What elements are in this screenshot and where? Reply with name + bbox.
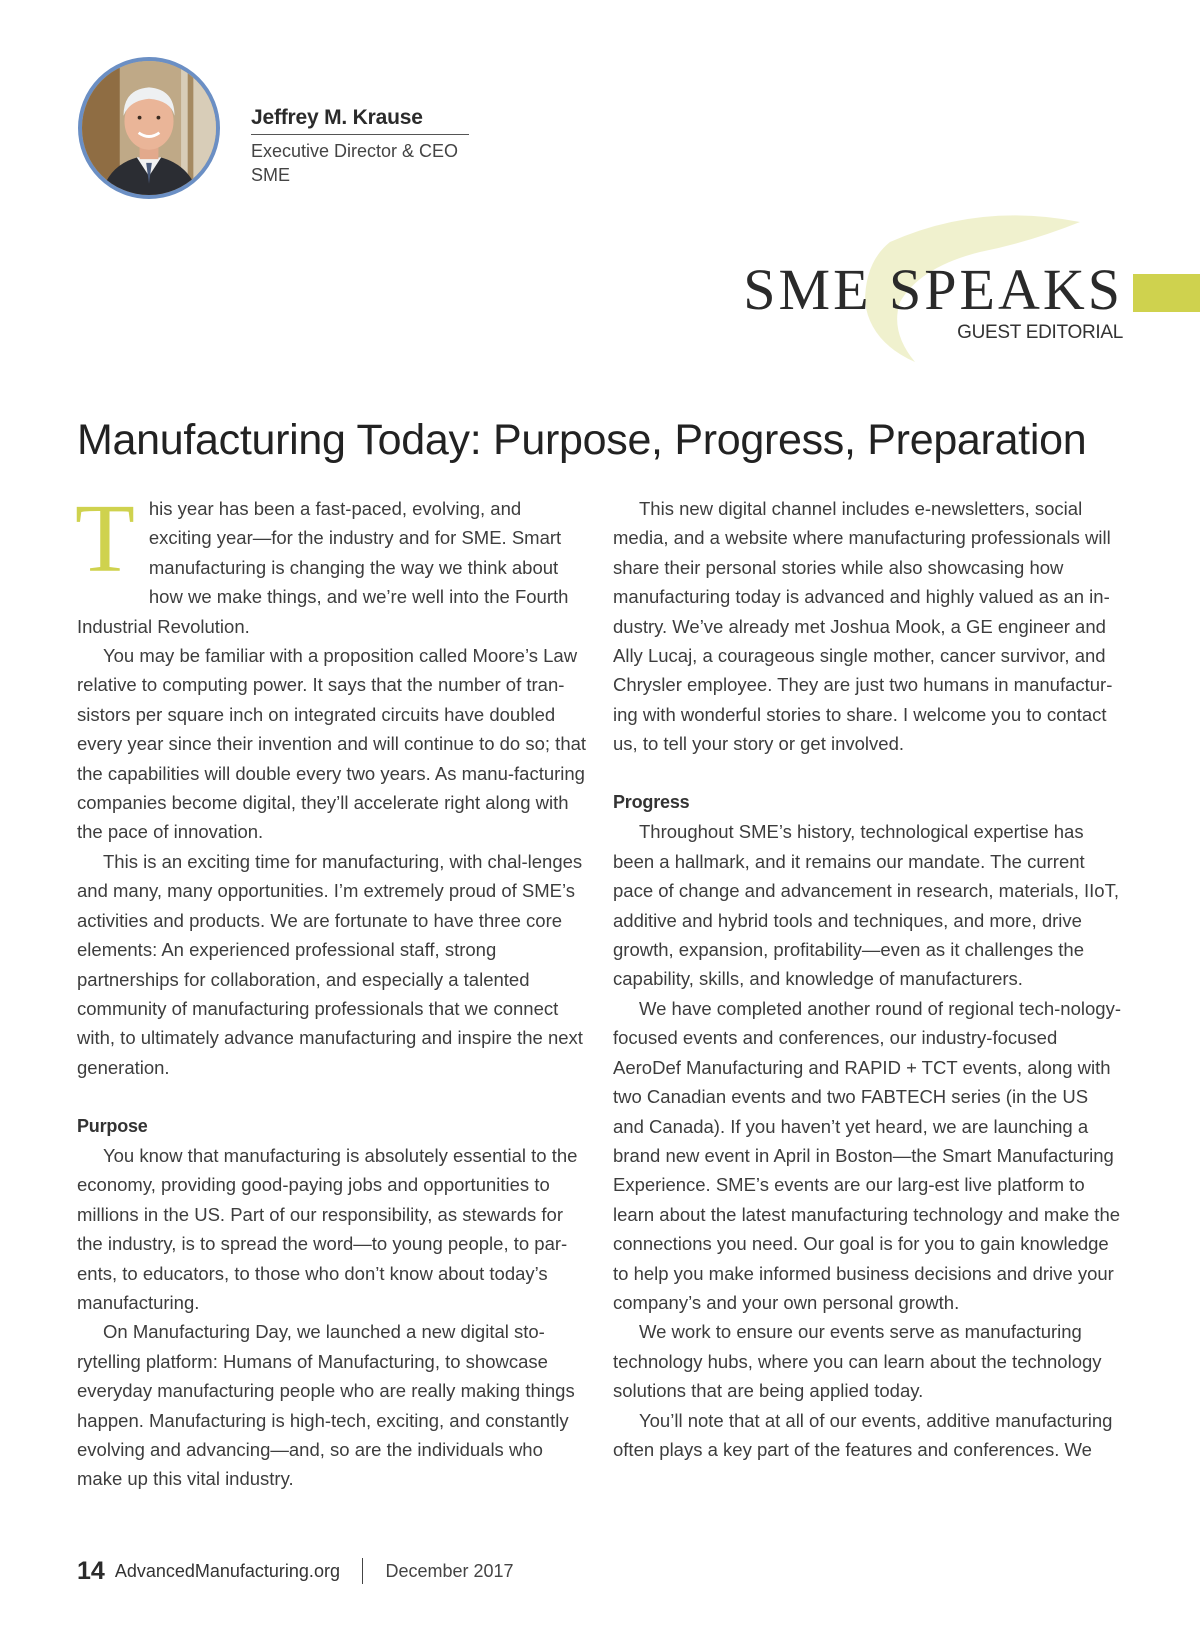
section-heading-purpose: Purpose	[77, 1115, 148, 1136]
article-column-right	[613, 494, 1123, 1464]
page-footer	[77, 1556, 514, 1586]
publication-site: AdvancedManufacturing.org	[114, 1560, 340, 1581]
author-name: Jeffrey M. Krause	[251, 106, 469, 135]
paragraph: You may be familiar with a proposition called Moore’s Law relative to computing power. It says that the number of tran-sistors per square inch on integrated circuits have doubled every year since their invention and will continue to do so; that the capabilities will double every two years. As manu-facturing companies become digital, they’ll accelerate right along with the pace of innovation.	[77, 645, 587, 843]
paragraph: You know that manufacturing is absolutely essential to the economy, providing good-paying jobs and opportunities to millions in the US. Part of our responsibility, as stewards for the industry, is to spread the word—to young people, to par-ents, to educators, to those who don’t know about today’s manufacturing.	[77, 1144, 578, 1313]
section-subtitle: GUEST EDITORIAL	[957, 322, 1123, 343]
paragraph: This new digital channel includes e-newsletters, social media, and a website where manufacturing professionals will share their personal stories while also showcasing how manufacturing today is advanced and highly valued as an in-dustry. We’ve already met Joshua Mook, a GE engineer and Ally Lucaj, a courageous single mother, cancer survivor, and Chrysler employee. They are just two humans in manufactur-ing with wonderful stories to share. I welcome you to contact us, to tell your story or get involved.	[613, 498, 1113, 755]
author-organization: SME	[251, 165, 291, 185]
footer-divider	[362, 1558, 364, 1584]
masthead-accent-bar	[1133, 274, 1200, 312]
page-number: 14	[77, 1556, 105, 1585]
paragraph: You’ll note that at all of our events, additive manufacturing often plays a key part of the features and conferences. We	[613, 1409, 1113, 1460]
article-headline: Manufacturing Today: Purpose, Progress, Preparation	[77, 416, 1087, 464]
paragraph: Throughout SME’s history, technological expertise has been a hallmark, and it remains our mandate. The current pace of change and advancement in research, materials, IIoT, additive and hybrid tools and techniques, and more, drive growth, expansion, profitability—even as it challenges the capability, skills, and knowledge of manufacturers.	[613, 821, 1119, 990]
author-photo	[78, 57, 220, 199]
paragraph: This is an exciting time for manufacturing, with chal-lenges and many, many opportunities. I’m extremely proud of SME’s activities and products. We are fortunate to have three core elements: An experienced professional staff, strong partnerships for collaboration, and especially a talented community of manufacturing professionals that we connect with, to ultimately advance manufacturing and inspire the next generation.	[77, 850, 583, 1078]
author-title: Executive Director & CEO	[251, 141, 459, 161]
paragraph: We work to ensure our events serve as manufacturing technology hubs, where you can learn about the technology solutions that are being applied today.	[613, 1321, 1102, 1402]
paragraph: We have completed another round of regional tech-nology-focused events and conferences, our industry-focused AeroDef Manufacturing and RAPID + TCT events, along with two Canadian events and two FABTECH series (in the US and Canada). If you haven’t yet heard, we are launching a brand new event in April in Boston—the Smart Manufacturing Experience. SME’s events are our larg-est live platform to learn about the latest manufacturing technology and make the connections you need. Our goal is for you to gain knowledge to help you make informed business decisions and drive your company’s and your own personal growth.	[613, 997, 1121, 1313]
section-title: SME SPEAKS	[743, 257, 1123, 322]
drop-cap: T	[75, 485, 135, 593]
author-info	[251, 106, 469, 187]
article-column-left	[75, 485, 587, 1494]
paragraph: On Manufacturing Day, we launched a new digital sto-rytelling platform: Humans of Manufacturing, to showcase everyday manufacturing people who are really making things happen. Manufacturing is high-tech, exciting, and constantly evolving and advancing—and, so are the individuals who make up this vital industry.	[77, 1321, 575, 1490]
paragraph: This year has been a fast-paced, evolving, and exciting year—for the industry and for SME. Smart manufacturing is changing the way we think about how we make things, and we’re well into the Fourth Industrial Revolution.	[75, 485, 569, 637]
issue-date: December 2017	[385, 1560, 514, 1581]
author-portrait-image	[82, 61, 216, 195]
section-heading-progress: Progress	[613, 792, 690, 813]
